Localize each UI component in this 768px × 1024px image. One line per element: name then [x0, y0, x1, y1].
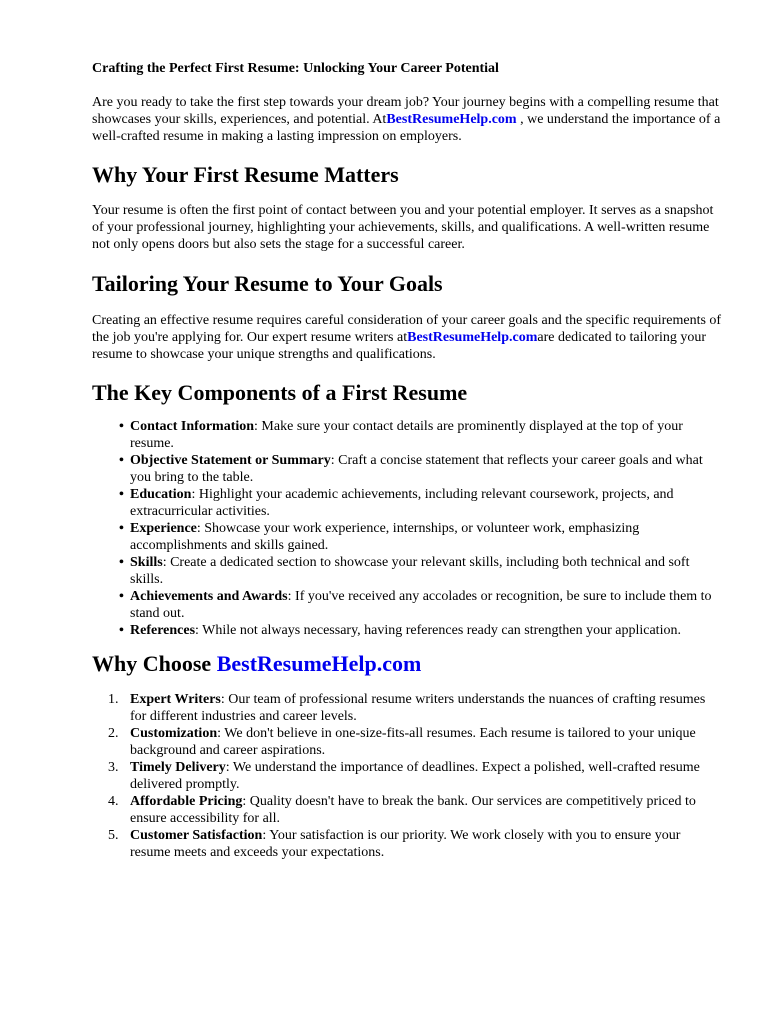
tailoring-text-after: are dedicated to tailoring your resume to showcase your unique strengths and qualifications. — [92, 330, 707, 362]
item-text: : Craft a concise statement that reflects your career goals and what you bring to the table. — [130, 453, 703, 485]
why-matters-heading: Why Your First Resume Matters — [92, 162, 399, 187]
item-term: Objective Statement or Summary — [130, 453, 331, 468]
item-term: Customization — [130, 726, 218, 741]
list-item — [92, 759, 722, 793]
item-text: : Create a dedicated section to showcase your relevant skills, including both technical and soft skills. — [130, 555, 690, 587]
item-term: References — [130, 623, 196, 638]
tailoring-text-before: Creating an effective resume requires careful consideration of your career goals and the specific requirements of the job you're applying for. Our expert resume writers at — [92, 313, 722, 345]
bullet-icon: • — [119, 419, 124, 434]
list-item — [92, 418, 722, 452]
intro-text-after: , we understand the importance of a well-crafted resume in making a lasting impression on employers. — [92, 112, 721, 144]
bullet-icon: • — [119, 623, 124, 638]
key-components-list — [92, 418, 722, 639]
bullet-icon: • — [119, 521, 124, 536]
item-term: Affordable Pricing — [130, 794, 243, 809]
item-number: 1. — [108, 692, 119, 707]
item-text: : Showcase your work experience, internships, or volunteer work, emphasizing accomplishments and skills gained. — [130, 521, 640, 553]
item-term: Skills — [130, 555, 163, 570]
bullet-icon: • — [119, 487, 124, 502]
item-number: 5. — [108, 828, 119, 843]
item-text: : Quality doesn't have to break the bank. Our services are competitively priced to ensure accessibility for all. — [130, 794, 696, 826]
item-text: : We don't believe in one-size-fits-all resumes. Each resume is tailored to your unique background and career aspirations. — [130, 726, 696, 758]
why-choose-heading-link[interactable]: BestResumeHelp.com — [216, 651, 422, 676]
list-item — [92, 725, 722, 759]
item-term: Contact Information — [130, 419, 255, 434]
why-choose-heading-prefix: Why Choose — [92, 651, 217, 676]
item-term: Achievements and Awards — [130, 589, 288, 604]
intro-text-before: Are you ready to take the first step towards your dream job? Your journey begins with a compelling resume that showcases your skills, experiences, and potential. At — [92, 95, 719, 127]
list-item — [92, 827, 722, 861]
intro-paragraph — [92, 94, 722, 145]
tailoring-link[interactable]: BestResumeHelp.com — [407, 330, 538, 345]
item-term: Customer Satisfaction — [130, 828, 263, 843]
item-term: Timely Delivery — [130, 760, 226, 775]
item-text: : Make sure your contact details are prominently displayed at the top of your resume. — [130, 419, 683, 451]
list-item — [92, 691, 722, 725]
tailoring-heading: Tailoring Your Resume to Your Goals — [92, 271, 443, 296]
bullet-icon: • — [119, 589, 124, 604]
list-item — [92, 588, 722, 622]
item-number: 3. — [108, 760, 119, 775]
item-number: 2. — [108, 726, 119, 741]
item-term: Experience — [130, 521, 197, 536]
bullet-icon: • — [119, 453, 124, 468]
list-item — [92, 554, 722, 588]
list-item — [92, 793, 722, 827]
list-item — [92, 452, 722, 486]
item-text: : Highlight your academic achievements, including relevant coursework, projects, and extracurricular activities. — [130, 487, 674, 519]
why-choose-heading — [92, 651, 722, 677]
why-choose-list — [92, 691, 722, 861]
item-text: : Your satisfaction is our priority. We work closely with you to ensure your resume meets and exceeds your expectations. — [130, 828, 681, 860]
item-term: Expert Writers — [130, 692, 221, 707]
why-matters-paragraph: Your resume is often the first point of contact between you and your potential employer. It serves as a snapshot of your professional journey, highlighting your achievements, skills, and qualifications. A well-written resume not only opens doors but also sets the stage for a successful career. — [92, 203, 714, 252]
item-text: : We understand the importance of deadlines. Expect a polished, well-crafted resume delivered promptly. — [130, 760, 700, 792]
list-item — [92, 486, 722, 520]
intro-link[interactable]: BestResumeHelp.com — [386, 112, 517, 127]
item-number: 4. — [108, 794, 119, 809]
tailoring-paragraph — [92, 312, 722, 363]
list-item — [92, 622, 722, 639]
item-text: : If you've received any accolades or recognition, be sure to include them to stand out. — [130, 589, 712, 621]
bullet-icon: • — [119, 555, 124, 570]
document-title: Crafting the Perfect First Resume: Unlocking Your Career Potential — [92, 61, 499, 76]
key-components-heading: The Key Components of a First Resume — [92, 380, 468, 405]
item-text: : Our team of professional resume writers understands the nuances of crafting resumes for different industries and career levels. — [130, 692, 706, 724]
document-content — [92, 60, 722, 861]
list-item — [92, 520, 722, 554]
item-term: Education — [130, 487, 192, 502]
item-text: : While not always necessary, having references ready can strengthen your application. — [195, 623, 681, 638]
